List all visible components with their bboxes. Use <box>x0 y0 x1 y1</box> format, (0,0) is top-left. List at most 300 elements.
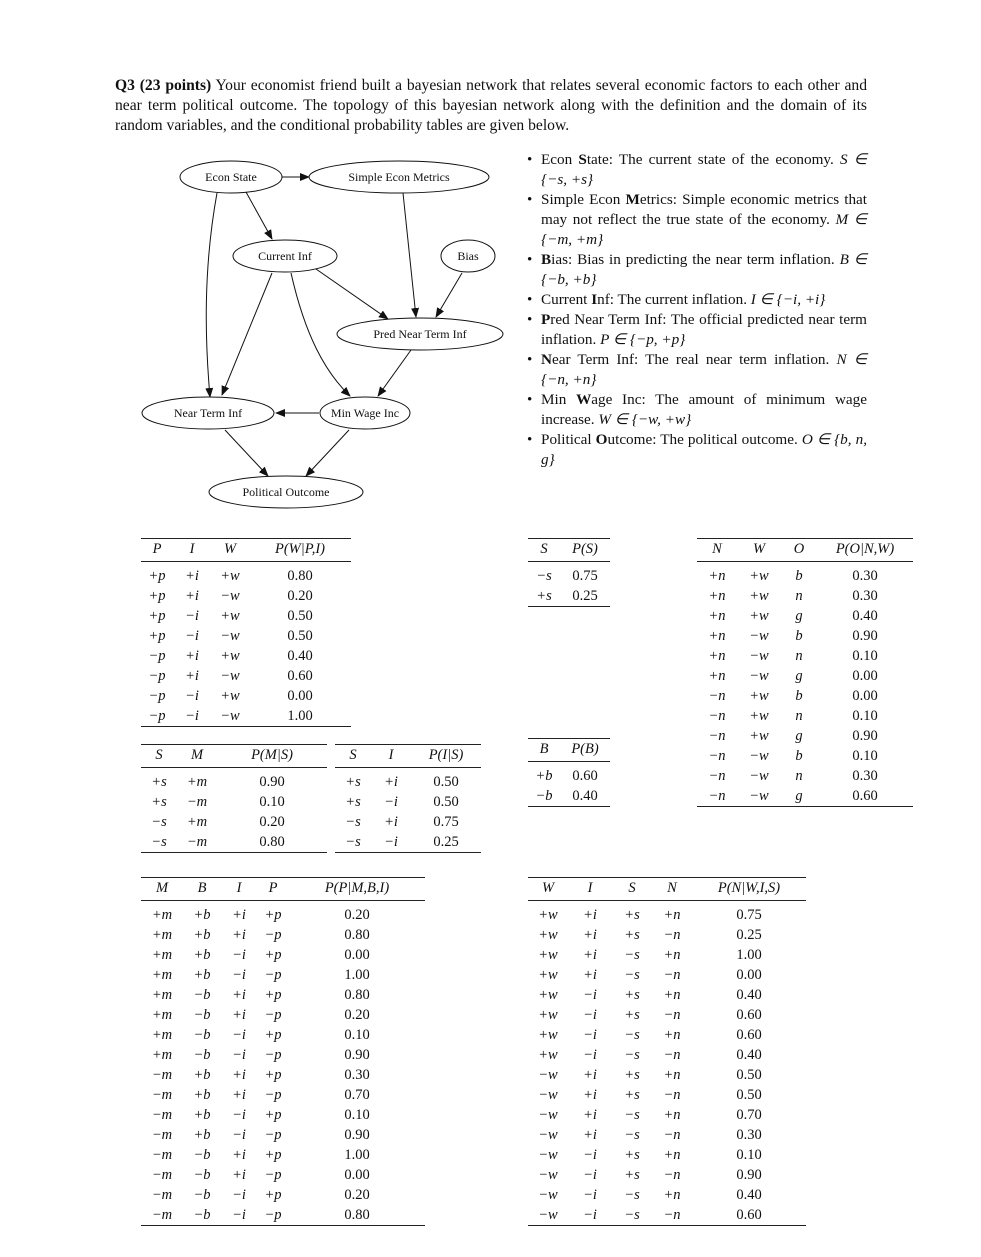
table-cell: 0.80 <box>287 568 313 584</box>
table-cell: 0.25 <box>736 927 762 943</box>
table-row <box>528 562 610 587</box>
table-p-i-given-s <box>335 744 481 853</box>
table-row <box>141 812 327 832</box>
table-cell: +b <box>193 907 211 923</box>
table-row <box>528 1205 806 1226</box>
table-cell: +i <box>384 814 398 830</box>
table-row <box>528 1065 806 1085</box>
table-cell: +p <box>148 628 166 644</box>
table-cell: 0.50 <box>287 608 313 624</box>
table-cell: 0.20 <box>344 1007 370 1023</box>
table-cell: 0.00 <box>852 688 878 704</box>
table-cell: 0.00 <box>344 1167 370 1183</box>
table-cell: +m <box>186 814 208 830</box>
table-cell: 0.10 <box>736 1147 762 1163</box>
edge-metrics-to-pred <box>403 193 416 317</box>
table-cell: +m <box>186 774 208 790</box>
table-cell: 0.70 <box>344 1087 370 1103</box>
table-row <box>141 945 425 965</box>
table-cell: 0.00 <box>287 688 313 704</box>
column-header: N <box>712 541 722 557</box>
table-row <box>528 965 806 985</box>
table-cell: 0.40 <box>736 1047 762 1063</box>
table-cell: +p <box>148 588 166 604</box>
table-row <box>697 666 913 686</box>
variable-definitions <box>527 150 867 470</box>
table-cell: +n <box>708 588 726 604</box>
table-header-row <box>697 539 913 562</box>
table-cell: −i <box>568 1205 612 1226</box>
table-row <box>528 985 806 1005</box>
table-cell: +w <box>538 947 558 963</box>
table-cell: +i <box>232 1087 246 1103</box>
table-cell: −p <box>264 1127 282 1143</box>
definition-item: • Near Term Inf: The real near term inflation. N ∈ {−n, +n} <box>527 350 867 390</box>
table-cell: +w <box>220 688 240 704</box>
definition-item: • Pred Near Term Inf: The official predicted near term inflation. P ∈ {−p, +p} <box>527 310 867 350</box>
table-cell: +n <box>663 1027 681 1043</box>
table-cell: 0.50 <box>736 1087 762 1103</box>
edge-bias-to-pred <box>436 273 462 317</box>
column-header: P(N|W,I,S) <box>717 880 781 896</box>
column-header: P(P|M,B,I) <box>324 880 390 896</box>
table-cell: −b <box>193 1007 211 1023</box>
table-cell: 0.50 <box>736 1067 762 1083</box>
table-row <box>528 1125 806 1145</box>
table-header-row <box>528 739 610 762</box>
table-row <box>528 1145 806 1165</box>
table-cell: −w <box>749 648 769 664</box>
table-cell: 1.00 <box>344 1147 370 1163</box>
table-cell: +w <box>538 927 558 943</box>
table-cell: +i <box>185 588 199 604</box>
table-cell: −p <box>257 1205 289 1226</box>
table-cell: +b <box>193 1107 211 1123</box>
table-cell: +w <box>538 987 558 1003</box>
table-cell: +m <box>151 1027 173 1043</box>
table-cell: +w <box>749 728 769 744</box>
table-cell: −b <box>193 1027 211 1043</box>
table-cell: +w <box>749 708 769 724</box>
table-row <box>141 1005 425 1025</box>
column-header: W <box>541 880 555 896</box>
table-cell: −w <box>538 1147 558 1163</box>
table-cell: −w <box>749 668 769 684</box>
column-header: P(M|S) <box>251 747 293 763</box>
table-cell: +i <box>583 927 597 943</box>
label-political-outcome: Political Outcome <box>242 485 330 499</box>
table-cell: b <box>795 568 803 584</box>
table-cell: −i <box>232 1127 246 1143</box>
column-header: I <box>236 880 242 896</box>
table-row <box>697 706 913 726</box>
table-header-row <box>528 539 610 562</box>
column-header: N <box>667 880 677 896</box>
table-cell: +i <box>583 947 597 963</box>
table-cell: +s <box>151 794 167 810</box>
table-cell: −i <box>583 1187 597 1203</box>
table-cell: −m <box>151 1107 173 1123</box>
table-cell: −n <box>708 768 726 784</box>
edge-pred-to-minwage <box>378 350 411 396</box>
table-cell: −i <box>232 1107 246 1123</box>
table-cell: 0.50 <box>433 774 459 790</box>
table-cell: −m <box>151 1147 173 1163</box>
table-cell: −w <box>528 1205 568 1226</box>
table-cell: −n <box>697 786 737 807</box>
table-cell: −w <box>749 748 769 764</box>
table-cell: +s <box>624 907 640 923</box>
table-cell: 0.90 <box>344 1047 370 1063</box>
table-cell: −w <box>538 1067 558 1083</box>
table-cell: +s <box>624 1167 640 1183</box>
table-cell: 0.80 <box>289 1205 425 1226</box>
table-cell: +i <box>185 668 199 684</box>
column-header: S <box>155 747 163 763</box>
table-cell: −n <box>663 1087 681 1103</box>
table-cell: 0.10 <box>852 648 878 664</box>
table-cell: 0.75 <box>736 907 762 923</box>
column-header: B <box>197 880 207 896</box>
table-cell: 0.80 <box>344 927 370 943</box>
table-cell: −i <box>583 987 597 1003</box>
column-header: M <box>190 747 204 763</box>
table-cell: −p <box>264 1047 282 1063</box>
table-row <box>697 606 913 626</box>
table-cell: 0.60 <box>287 668 313 684</box>
table-cell: −w <box>749 628 769 644</box>
edge-nearinf-to-outcome <box>225 430 268 476</box>
table-cell: −w <box>220 588 240 604</box>
column-header: P(O|N,W) <box>835 541 895 557</box>
table-cell: −i <box>232 1027 246 1043</box>
table-cell: −w <box>737 786 781 807</box>
table-cell: +i <box>583 1067 597 1083</box>
table-row <box>697 646 913 666</box>
table-cell: 0.10 <box>852 748 878 764</box>
table-cell: −w <box>220 628 240 644</box>
table-cell: g <box>795 668 803 684</box>
edge-curinf-to-pred <box>316 269 388 319</box>
table-cell: 0.20 <box>287 588 313 604</box>
table-cell: −i <box>583 1007 597 1023</box>
table-cell: +w <box>538 1007 558 1023</box>
table-cell: −b <box>193 1147 211 1163</box>
table-header-row <box>141 745 327 768</box>
table-cell: −n <box>663 967 681 983</box>
label-pred-near-term-inf: Pred Near Term Inf <box>373 327 467 341</box>
table-cell: +i <box>583 907 597 923</box>
table-cell: −i <box>221 1205 257 1226</box>
table-row <box>335 768 481 793</box>
table-p-w-given-p-i <box>141 538 351 727</box>
table-cell: +w <box>749 688 769 704</box>
table-cell: −p <box>148 688 166 704</box>
table-row <box>141 901 425 926</box>
table-cell: 0.60 <box>692 1205 806 1226</box>
table-cell: 0.25 <box>411 832 481 853</box>
table-cell: 0.10 <box>344 1107 370 1123</box>
table-p-s <box>528 538 610 607</box>
table-cell: −s <box>624 967 640 983</box>
table-cell: −b <box>183 1205 221 1226</box>
table-row <box>528 1045 806 1065</box>
table-cell: +i <box>583 1087 597 1103</box>
table-row <box>141 1065 425 1085</box>
table-cell: g <box>795 728 803 744</box>
table-cell: +n <box>663 1107 681 1123</box>
table-cell: +s <box>528 586 560 607</box>
table-cell: +s <box>345 794 361 810</box>
table-cell: 0.60 <box>736 1027 762 1043</box>
table-cell: −s <box>612 1205 652 1226</box>
table-row <box>141 965 425 985</box>
table-cell: 0.30 <box>852 568 878 584</box>
table-row <box>335 832 481 853</box>
label-current-inf: Current Inf <box>258 249 312 263</box>
table-p-b <box>528 738 610 807</box>
table-cell: +w <box>220 648 240 664</box>
table-cell: 0.40 <box>560 786 610 807</box>
table-cell: −m <box>151 1067 173 1083</box>
table-cell: −s <box>624 1127 640 1143</box>
table-cell: −s <box>624 1187 640 1203</box>
table-row <box>697 726 913 746</box>
table-row <box>335 812 481 832</box>
table-cell: 0.20 <box>344 1187 370 1203</box>
column-header: S <box>349 747 357 763</box>
table-cell: +m <box>151 967 173 983</box>
table-cell: +b <box>193 967 211 983</box>
table-cell: −w <box>538 1087 558 1103</box>
column-header: P(B) <box>571 741 599 757</box>
table-cell: n <box>795 648 803 664</box>
table-p-p-given-m-b-i <box>141 877 425 1226</box>
table-cell: −s <box>624 1107 640 1123</box>
table-header-row <box>528 878 806 901</box>
table-cell: −i <box>232 1047 246 1063</box>
table-cell: +i <box>232 927 246 943</box>
table-row <box>528 1025 806 1045</box>
table-cell: −p <box>264 1007 282 1023</box>
table-row <box>141 925 425 945</box>
table-cell: 0.40 <box>287 648 313 664</box>
table-cell: 0.30 <box>736 1127 762 1143</box>
table-cell: +s <box>624 1147 640 1163</box>
definition-item: • Political Outcome: The political outcome. O ∈ {b, n, g} <box>527 430 867 470</box>
table-row <box>141 1125 425 1145</box>
table-cell: −b <box>193 1187 211 1203</box>
table-cell: +n <box>708 608 726 624</box>
table-cell: g <box>795 608 803 624</box>
table-header-row <box>141 539 351 562</box>
table-cell: −w <box>220 668 240 684</box>
table-cell: −i <box>185 688 199 704</box>
table-cell: +b <box>193 1127 211 1143</box>
table-cell: b <box>795 688 803 704</box>
table-cell: +n <box>663 1147 681 1163</box>
table-cell: +w <box>220 568 240 584</box>
table-cell: −m <box>186 794 208 810</box>
table-cell: 0.40 <box>852 608 878 624</box>
table-cell: 0.50 <box>287 628 313 644</box>
table-cell: +w <box>749 608 769 624</box>
table-cell: 0.00 <box>852 668 878 684</box>
table-cell: +n <box>663 947 681 963</box>
table-cell: −i <box>232 967 246 983</box>
table-cell: −w <box>538 1187 558 1203</box>
table-cell: −m <box>151 1167 173 1183</box>
table-row <box>697 766 913 786</box>
table-cell: −p <box>264 1087 282 1103</box>
table-cell: +i <box>232 1007 246 1023</box>
column-header: O <box>793 541 805 557</box>
table-cell: +p <box>264 1107 282 1123</box>
table-cell: +i <box>583 967 597 983</box>
column-header: P <box>152 541 162 557</box>
label-near-term-inf: Near Term Inf <box>173 406 243 420</box>
table-cell: +p <box>264 1147 282 1163</box>
definition-item: • Current Inf: The current inflation. I ∈ {−i, +i} <box>527 290 867 310</box>
table-cell: +i <box>232 907 246 923</box>
table-cell: −n <box>708 708 726 724</box>
table-cell: +s <box>151 774 167 790</box>
table-cell: +w <box>749 588 769 604</box>
table-cell: 0.60 <box>572 768 598 784</box>
table-cell: 0.75 <box>572 568 598 584</box>
table-row <box>528 1165 806 1185</box>
table-cell: −s <box>536 568 552 584</box>
table-cell: −p <box>264 967 282 983</box>
table-cell: −p <box>148 668 166 684</box>
table-row <box>697 586 913 606</box>
column-header: W <box>223 541 237 557</box>
table-cell: +p <box>264 907 282 923</box>
table-cell: +b <box>193 947 211 963</box>
edge-curinf-to-nearinf <box>222 273 272 395</box>
table-cell: 0.60 <box>736 1007 762 1023</box>
table-row <box>528 901 806 926</box>
table-cell: −m <box>177 832 217 853</box>
table-cell: 0.90 <box>344 1127 370 1143</box>
column-header: S <box>540 541 548 557</box>
table-row <box>141 666 351 686</box>
column-header: P(W|P,I) <box>274 541 326 557</box>
table-row <box>528 925 806 945</box>
table-cell: −i <box>384 794 398 810</box>
table-cell: −i <box>173 706 211 727</box>
table-row <box>697 562 913 587</box>
table-cell: +b <box>193 1087 211 1103</box>
column-header: I <box>587 880 593 896</box>
table-cell: −s <box>624 1047 640 1063</box>
table-cell: 0.10 <box>344 1027 370 1043</box>
table-cell: 0.50 <box>433 794 459 810</box>
table-cell: b <box>795 628 803 644</box>
table-cell: +w <box>538 1047 558 1063</box>
table-cell: −w <box>538 1127 558 1143</box>
table-row <box>141 1185 425 1205</box>
table-cell: −i <box>185 628 199 644</box>
table-cell: −w <box>538 1107 558 1123</box>
column-header: W <box>752 541 766 557</box>
table-cell: −i <box>583 1047 597 1063</box>
column-header: I <box>189 541 195 557</box>
table-cell: +n <box>708 668 726 684</box>
table-cell: −s <box>624 947 640 963</box>
table-cell: +n <box>708 648 726 664</box>
table-cell: 0.70 <box>736 1107 762 1123</box>
table-row <box>141 1105 425 1125</box>
table-cell: +s <box>624 1087 640 1103</box>
table-cell: 0.40 <box>736 1187 762 1203</box>
table-row <box>141 1205 425 1226</box>
table-cell: −w <box>749 768 769 784</box>
table-row <box>141 1085 425 1105</box>
table-cell: −m <box>141 1205 183 1226</box>
table-cell: +s <box>624 987 640 1003</box>
definition-item: • Min Wage Inc: The amount of minimum wage increase. W ∈ {−w, +w} <box>527 390 867 430</box>
table-cell: +i <box>232 1067 246 1083</box>
table-cell: 0.30 <box>852 768 878 784</box>
intro-text: Your economist friend built a bayesian network that relates several economic factors to each other and near term political outcome. The topology of this bayesian network along with the definition and the domain of its random variables, and the conditional probability tables are given below. <box>115 77 867 134</box>
table-cell: −s <box>151 814 167 830</box>
table-cell: −n <box>708 688 726 704</box>
table-cell: −n <box>663 1047 681 1063</box>
table-cell: +s <box>624 1067 640 1083</box>
table-row <box>528 586 610 607</box>
column-header: P <box>268 880 278 896</box>
table-cell: +s <box>345 774 361 790</box>
table-cell: −n <box>663 927 681 943</box>
table-cell: 0.00 <box>736 967 762 983</box>
table-p-m-given-s <box>141 744 327 853</box>
table-cell: 0.10 <box>259 794 285 810</box>
table-row <box>141 606 351 626</box>
table-row <box>141 792 327 812</box>
table-row <box>528 762 610 787</box>
table-cell: −m <box>151 1087 173 1103</box>
table-cell: −i <box>583 1027 597 1043</box>
column-header: P(I|S) <box>428 747 464 763</box>
table-row <box>141 586 351 606</box>
table-cell: +b <box>193 1067 211 1083</box>
table-cell: 1.00 <box>344 967 370 983</box>
table-cell: +p <box>264 947 282 963</box>
table-cell: 0.90 <box>259 774 285 790</box>
table-cell: −i <box>583 1147 597 1163</box>
table-cell: b <box>795 748 803 764</box>
table-cell: 0.90 <box>852 728 878 744</box>
table-cell: +i <box>185 568 199 584</box>
column-header: S <box>628 880 636 896</box>
table-cell: n <box>795 588 803 604</box>
table-cell: −b <box>193 1047 211 1063</box>
table-cell: −w <box>538 1167 558 1183</box>
table-row <box>335 792 481 812</box>
table-cell: +p <box>264 1027 282 1043</box>
table-cell: 0.25 <box>560 586 610 607</box>
table-row <box>528 1105 806 1125</box>
table-cell: +m <box>151 907 173 923</box>
label-bias: Bias <box>457 249 479 263</box>
edge-econ-to-nearinf <box>206 193 217 397</box>
table-cell: +n <box>663 1067 681 1083</box>
table-row <box>528 1005 806 1025</box>
table-cell: +i <box>232 1147 246 1163</box>
table-cell: +i <box>583 1127 597 1143</box>
table-cell: −s <box>335 832 371 853</box>
